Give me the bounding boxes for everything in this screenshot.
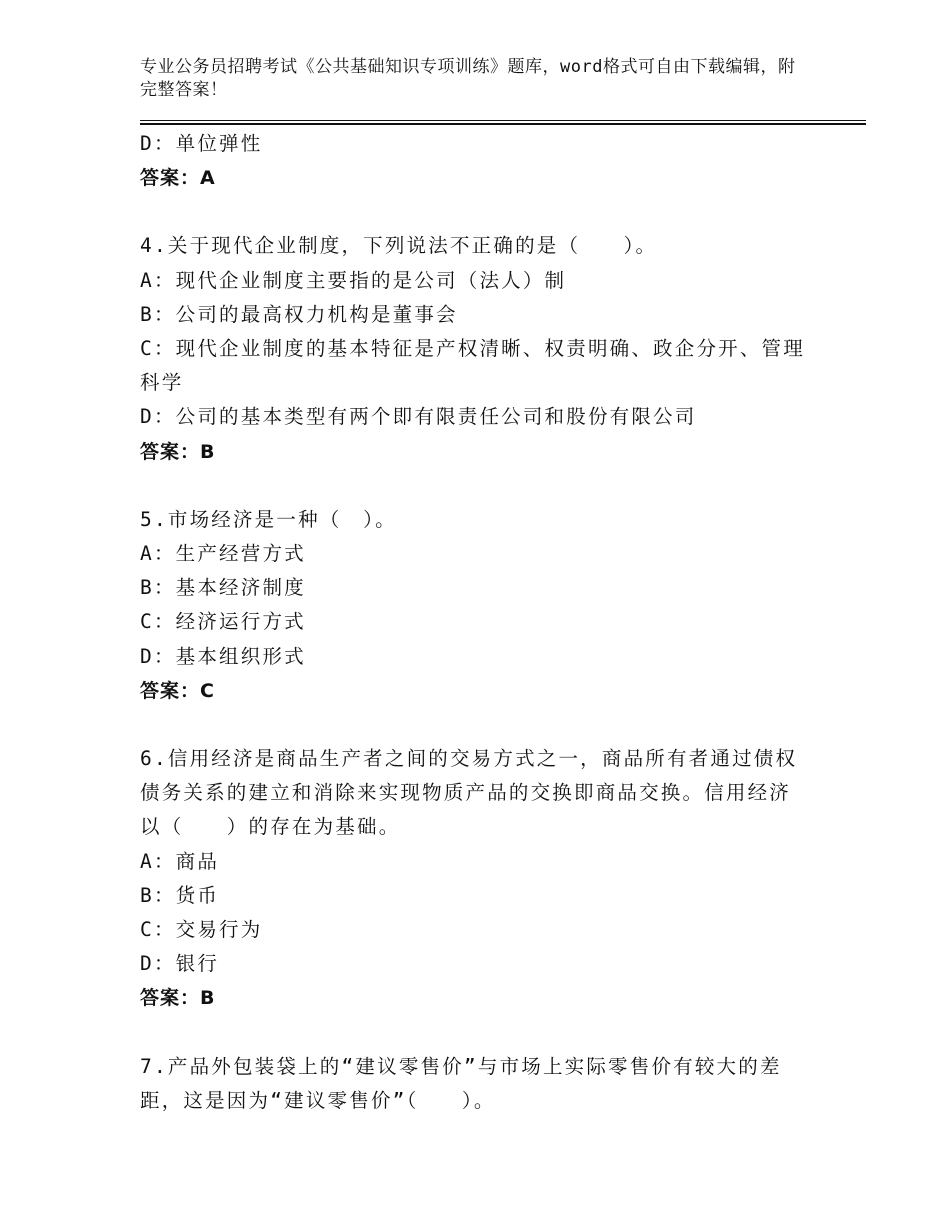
option-d: D：公司的基本类型有两个即有限责任公司和股份有限公司	[140, 405, 697, 429]
spacer	[140, 1016, 820, 1050]
question-5	[140, 503, 820, 708]
question-stem: 4.关于现代企业制度，下列说法不正确的是（ ）。	[140, 234, 658, 258]
option-c-continued: 科学	[140, 371, 184, 395]
option-a: A：现代企业制度主要指的是公司（法人）制	[140, 268, 567, 292]
question-3-fragment	[140, 127, 820, 195]
option-b: B：货币	[140, 883, 220, 907]
header-rule-thin	[140, 120, 866, 121]
option-b: B：公司的最高权力机构是董事会	[140, 302, 458, 326]
option-d: D：单位弹性	[140, 132, 263, 155]
question-stem: 6.信用经济是商品生产者之间的交易方式之一，商品所有者通过债权	[140, 747, 798, 771]
spacer	[140, 469, 820, 503]
question-content	[140, 127, 820, 1118]
answer-label: 答案：C	[140, 679, 215, 702]
question-stem-continued: 债务关系的建立和消除来实现物质产品的交换即商品交换。信用经济	[140, 781, 792, 805]
question-stem: 7.产品外包装袋上的“建议零售价”与市场上实际零售价有较大的差	[140, 1054, 782, 1078]
spacer	[140, 195, 820, 229]
question-6	[140, 742, 820, 1016]
question-stem: 5.市场经济是一种（ ）。	[140, 507, 397, 531]
header-rule-thick	[140, 123, 866, 125]
answer-label: 答案：B	[140, 440, 216, 463]
option-d: D：银行	[140, 952, 220, 976]
answer-label: 答案：A	[140, 167, 216, 190]
option-a: A：生产经营方式	[140, 542, 306, 566]
page-header: 专业公务员招聘考试《公共基础知识专项训练》题库，word格式可自由下载编辑，附完整答案！	[140, 57, 796, 100]
option-d: D：基本组织形式	[140, 644, 306, 668]
option-c: C：现代企业制度的基本特征是产权清晰、权责明确、政企分开、管理	[140, 337, 805, 361]
question-stem-continued: 距，这是因为“建议零售价”（ ）。	[140, 1088, 496, 1112]
option-c: C：交易行为	[140, 918, 263, 942]
question-7	[140, 1050, 820, 1118]
spacer	[140, 708, 820, 742]
question-4	[140, 229, 820, 468]
option-c: C：经济运行方式	[140, 610, 306, 634]
option-b: B：基本经济制度	[140, 576, 306, 600]
question-stem-continued: 以（ ）的存在为基础。	[140, 815, 401, 839]
answer-label: 答案：B	[140, 987, 216, 1010]
option-a: A：商品	[140, 849, 220, 873]
